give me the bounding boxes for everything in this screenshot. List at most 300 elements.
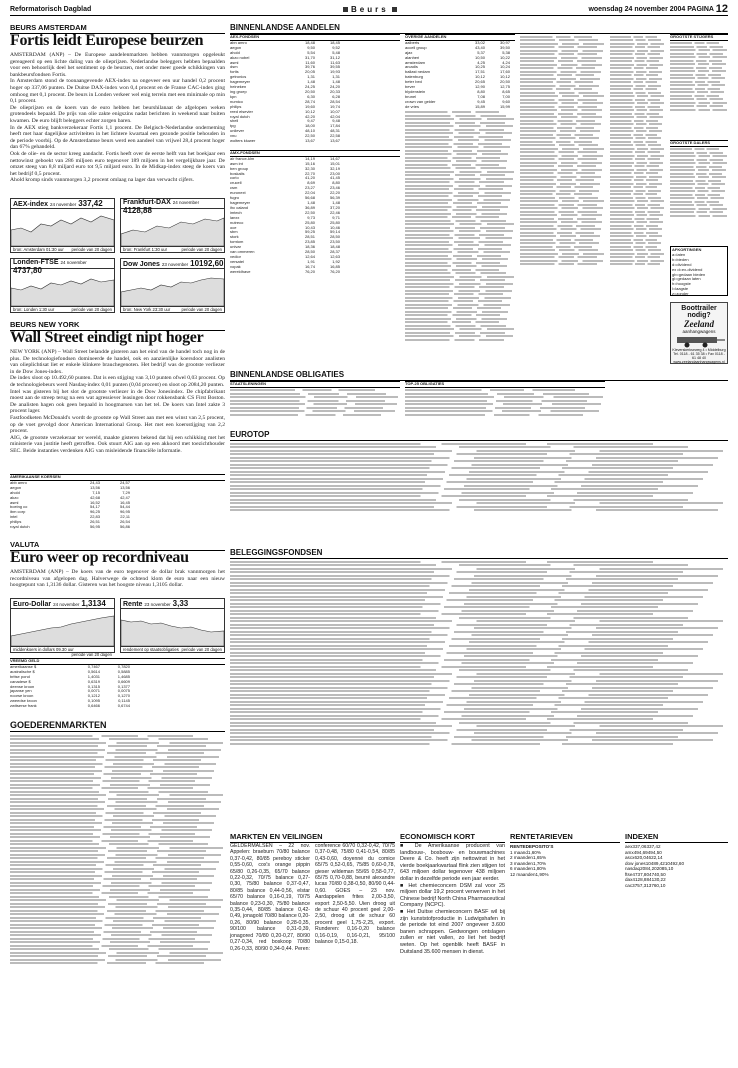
- news-item: ■ Het chemieconcern DSM zal voor 25 miljoen dollar 19,2 procent verwerven in het Chinese bedrijf North China Pharmaceutical Company (NCPC).: [400, 882, 505, 909]
- table-cell: nutreco: [230, 219, 244, 225]
- table-cell: 1,48: [307, 200, 315, 205]
- table-cell: 56,95: [89, 524, 100, 530]
- placeholder-row: [520, 169, 602, 171]
- chart-line-eurodollar: [11, 610, 114, 646]
- chart-footer: bron: Londen 1:30 uur periode van 20 dagen: [13, 307, 112, 312]
- placeholder-row: [610, 53, 660, 55]
- table-amerikaanse-koersen: [10, 474, 225, 532]
- placeholder-row: [405, 251, 510, 253]
- table-cell: cac: [625, 882, 633, 888]
- placeholder-row: [230, 613, 653, 615]
- paragraph: NEW YORK (ANP) – Wall Street belandde gisteren aan het eind van de handel toch nog in de plus. De technologiefondsen domineerde de handel, ook en aanzienlijke koersdoor analisten van olieplichtisat liet er enkele klinkere brauchegenoten. Het bedrijf was de grootste verliezer in de Dow Jones-index.: [10, 349, 225, 375]
- placeholder-row: [520, 221, 602, 223]
- placeholder-row: [520, 218, 596, 220]
- placeholder-row: [405, 234, 504, 236]
- placeholder-row: [230, 443, 653, 445]
- placeholder-row: [10, 833, 195, 835]
- table-cell: 1,4685: [117, 673, 130, 679]
- table-cell: 9,60: [502, 98, 510, 104]
- placeholder-row: [405, 325, 506, 327]
- table-cell: 0,0071: [87, 688, 100, 694]
- table-cell: 10,50: [474, 54, 485, 60]
- table-cell: 18,36: [304, 244, 315, 250]
- placeholder-row: [520, 71, 601, 73]
- table-cell: 41,45: [329, 175, 340, 181]
- placeholder-row: [405, 283, 513, 285]
- placeholder-row: [670, 194, 720, 196]
- placeholder-row: [10, 955, 206, 957]
- placeholder-row: [610, 148, 664, 150]
- table-cell: 41,20: [304, 175, 315, 181]
- table-cell: 15,89: [474, 103, 485, 109]
- table-cell: 25,80: [329, 219, 340, 225]
- placeholder-row: [520, 148, 604, 150]
- table-body: [10, 665, 225, 709]
- placeholder-row: [405, 178, 513, 180]
- table-cell: 5,38: [502, 49, 510, 55]
- placeholder-row: [610, 246, 657, 248]
- placeholder-row: [520, 43, 604, 45]
- table-overige-aandelen-2: [520, 34, 605, 364]
- placeholder-row: [670, 180, 721, 182]
- placeholder-row: [10, 847, 223, 849]
- table-cell: 10,12: [304, 108, 315, 114]
- table-cell: zweedse kroon: [10, 698, 37, 704]
- table-title: TOP-25 OBLIGATIES: [405, 381, 605, 388]
- abbreviation: z=zonder: [672, 291, 689, 297]
- placeholder-row: [405, 262, 500, 264]
- placeholder-row: [230, 683, 678, 685]
- table-cell: australische $: [10, 668, 35, 674]
- table-cell: 39,76: [304, 64, 315, 70]
- placeholder-row: [405, 136, 503, 138]
- table-cell: 96,95: [119, 509, 130, 515]
- placeholder-row: [520, 81, 593, 83]
- placeholder-row: [230, 571, 683, 573]
- placeholder-row: [230, 485, 698, 487]
- placeholder-row: [610, 123, 662, 125]
- ad-website[interactable]: www.zeelandaanhangwagens.nl: [673, 360, 725, 364]
- placeholder-row: [520, 242, 599, 244]
- table-cell: ballast nedam: [405, 69, 430, 75]
- headline-valuta: Euro weer op recordniveau: [10, 549, 189, 566]
- table-cell: 10,12: [499, 74, 510, 80]
- table-title: GROOTSTE STIJGERS: [670, 34, 728, 41]
- table-indexen: [625, 844, 728, 944]
- placeholder-row: [610, 39, 661, 41]
- placeholder-row: [610, 95, 664, 97]
- table-cell: 12,63: [329, 253, 340, 259]
- placeholder-row: [670, 190, 725, 192]
- table-cell: abb amro: [10, 479, 27, 485]
- placeholder-row: [405, 276, 514, 278]
- paper-name: Reformatorisch Dagblad: [10, 6, 92, 13]
- abbreviation: l=laagste: [672, 286, 689, 292]
- table-title: VREEMD GELD: [10, 658, 225, 665]
- placeholder-row: [610, 228, 662, 230]
- placeholder-row: [405, 118, 514, 120]
- table-cell: 23,00: [329, 170, 340, 176]
- placeholder-row: [10, 805, 204, 807]
- section-goederenmarkten: GOEDERENMARKTEN: [10, 720, 225, 732]
- placeholder-row: [610, 92, 661, 94]
- placeholder-row: [610, 113, 659, 115]
- table-cell: batenburg: [405, 74, 424, 80]
- table-cell: 30,97: [499, 39, 510, 45]
- table-cell: 33,02: [474, 39, 485, 45]
- page-date: woensdag 24 november 2004 PAGINA: [588, 6, 714, 13]
- placeholder-row: [230, 582, 713, 584]
- table-cell: blydenstein: [405, 88, 426, 94]
- placeholder-row: [520, 144, 598, 146]
- placeholder-row: [230, 743, 673, 745]
- section-binnenlandse-obligaties: BINNENLANDSE OBLIGATIES: [230, 370, 728, 381]
- placeholder-row: [405, 223, 514, 225]
- placeholder-row: [670, 183, 725, 185]
- bullet-icon: ■: [400, 882, 409, 889]
- table-filler: [520, 36, 605, 266]
- table-cell: 28,50: [329, 234, 340, 240]
- placeholder-row: [520, 57, 602, 59]
- news-item: ■ Het Duitse chemieconcern BASF wil bij zijn kunststofproductie in Ludwigshafen in de periode tot eind 2007 ongeveer 3.600 banen schrappen. Gedwongen ontslagen zullen er niet vallen, zo liet het bedrijf weten. Op het ogenblik heeft BASF in Duitsland 35.600 mensen in dienst.: [400, 908, 505, 955]
- placeholder-row: [230, 739, 713, 741]
- table-cell: 24,20: [329, 84, 340, 90]
- placeholder-row: [520, 102, 603, 104]
- placeholder-row: [10, 798, 206, 800]
- table-cell: csm: [230, 185, 238, 191]
- placeholder-row: [230, 697, 668, 699]
- placeholder-row: [10, 770, 214, 772]
- table-cell: 28,37: [329, 249, 340, 255]
- table-cell: britse pond: [10, 673, 30, 679]
- placeholder-row: [610, 50, 664, 52]
- abbreviation: gl=gedaan laten: [672, 276, 701, 282]
- placeholder-row: [230, 641, 708, 643]
- table-cell: heineken: [230, 84, 247, 90]
- table-cell: 1,70%: [533, 860, 547, 866]
- placeholder-row: [10, 773, 197, 775]
- placeholder-row: [230, 450, 723, 452]
- placeholder-row: [610, 116, 663, 118]
- placeholder-row: [10, 945, 193, 947]
- placeholder-row: [230, 673, 723, 675]
- page-number: 12: [715, 3, 728, 15]
- paragraph: De olieprijzen en de koers van de euro hebben het beurshilanaat de afgelopen weken grotendeels bepaald. De prijs van olie zakte enigszins nadat berichten in weekend naar buiten kwamen. De euro blijft beleggers echter zorgen baren.: [10, 104, 225, 124]
- table-body: [10, 481, 225, 530]
- table-cell: 0,1377: [117, 683, 130, 689]
- placeholder-row: [230, 474, 668, 476]
- chart-title: Rente 23 november 3,33: [121, 599, 224, 609]
- table-overige-aandelen: [405, 34, 515, 364]
- table-cell: 12,64: [304, 253, 315, 259]
- placeholder-row: [610, 144, 661, 146]
- placeholder-row: [670, 105, 723, 107]
- advertisement-zeeland[interactable]: [670, 302, 728, 364]
- box-afkortingen: [670, 246, 728, 296]
- placeholder-row: [520, 106, 597, 108]
- table-cell: reed elsevier: [230, 108, 253, 114]
- table-cell: 59,25: [304, 229, 315, 235]
- placeholder-row: [230, 561, 653, 563]
- table-cell: numico: [230, 98, 243, 104]
- placeholder-row: [610, 239, 657, 241]
- placeholder-row: [10, 959, 221, 961]
- placeholder-row: [10, 857, 204, 859]
- table-cell: alanheri: [405, 54, 420, 60]
- table-cell: 10492,60: [664, 860, 685, 866]
- placeholder-row: [230, 690, 673, 692]
- placeholder-row: [405, 125, 513, 127]
- table-cell: fugro: [230, 195, 240, 201]
- table-cell: ahold: [10, 489, 20, 495]
- placeholder-row: [230, 410, 395, 412]
- placeholder-row: [10, 861, 219, 863]
- table-cell: 5,48: [332, 49, 340, 55]
- placeholder-row: [230, 718, 653, 720]
- placeholder-row: [10, 864, 201, 866]
- table-cell: 3757,31: [632, 882, 649, 888]
- placeholder-row: [405, 143, 502, 145]
- placeholder-row: [405, 227, 505, 229]
- placeholder-row: [520, 60, 596, 62]
- placeholder-row: [520, 214, 602, 216]
- placeholder-row: [405, 293, 503, 295]
- placeholder-row: [520, 39, 598, 41]
- placeholder-row: [610, 221, 663, 223]
- table-cell: vopak: [230, 263, 241, 269]
- placeholder-row: [10, 840, 193, 842]
- table-cell: stork: [230, 234, 239, 240]
- table-cell: asml: [230, 59, 239, 65]
- placeholder-row: [610, 137, 661, 139]
- table-cell: 20,65: [474, 79, 485, 85]
- placeholder-row: [10, 868, 216, 870]
- table-cell: ihc caland: [230, 204, 249, 210]
- placeholder-row: [10, 836, 210, 838]
- chart-line-dax: [121, 210, 224, 246]
- table-aex-fondsen: [230, 34, 400, 364]
- table-cell: 0,5614: [87, 668, 100, 674]
- placeholder-row: [520, 235, 600, 237]
- table-cell: 42,68: [89, 494, 100, 500]
- placeholder-row: [10, 791, 208, 793]
- table-cell: 13,67: [304, 138, 315, 144]
- section-economisch-kort: ECONOMISCH KORT: [400, 832, 505, 843]
- table-cell: van ommeren: [230, 249, 255, 255]
- placeholder-row: [230, 585, 673, 587]
- placeholder-row: [230, 457, 718, 459]
- placeholder-row: [610, 249, 661, 251]
- table-body: [510, 850, 620, 878]
- placeholder-row: [230, 617, 688, 619]
- table-cell: 0,5885: [117, 668, 130, 674]
- placeholder-row: [10, 931, 197, 933]
- table-title: AFKORTINGEN: [672, 247, 702, 252]
- table-cell: 43,40: [474, 44, 485, 50]
- paragraph: Ahold kromp sinds vannmorgen 3,2 procent omlaag na lager dan verwacht cijfers.: [10, 177, 194, 184]
- placeholder-row: [520, 78, 600, 80]
- placeholder-row: [10, 924, 199, 926]
- placeholder-row: [230, 680, 718, 682]
- table-cell: dsm: [230, 64, 238, 70]
- placeholder-row: [405, 407, 585, 409]
- placeholder-row: [10, 952, 223, 954]
- table-cell: 56,86: [119, 524, 130, 530]
- placeholder-row: [520, 141, 592, 143]
- placeholder-row: [610, 211, 660, 213]
- table-cell: 13,67: [329, 138, 340, 144]
- placeholder-row: [230, 407, 383, 409]
- placeholder-row: [10, 917, 201, 919]
- placeholder-row: [230, 666, 653, 668]
- placeholder-row: [610, 67, 658, 69]
- table-cell: 20,50: [304, 88, 315, 94]
- placeholder-row: [405, 272, 506, 274]
- placeholder-row: [405, 403, 601, 405]
- table-title: STAATSLENINGEN: [230, 381, 400, 388]
- table-cell: beter bed: [405, 79, 422, 85]
- placeholder-row: [405, 335, 513, 337]
- chart-dowjones: [120, 258, 225, 313]
- table-cell: 0,7467: [87, 663, 100, 669]
- placeholder-row: [520, 204, 597, 206]
- table-cell: 9,47: [307, 118, 315, 124]
- table-cell: 6,28: [332, 93, 340, 99]
- placeholder-row: [230, 467, 673, 469]
- placeholder-row: [230, 464, 713, 466]
- paragraph: AMSTERDAM (ANP) – De Europese aandelenmarkten hebben vannmorgen opgeleukt gereageerd op een lichte daling van de olieprijzen. Nederlandse beleggers hebben bepaalden voor een behoorlijk deel het sentiment op de beurzen, met onder meer goede schikkingen van bankbeursfondsen Fortis.: [10, 52, 225, 78]
- placeholder-row: [10, 871, 199, 873]
- placeholder-row: [610, 179, 658, 181]
- placeholder-row: [230, 396, 398, 398]
- table-cell: hagemeyer: [230, 200, 251, 205]
- placeholder-row: [670, 173, 722, 175]
- table-cell: 1,80%: [533, 866, 547, 871]
- placeholder-row: [520, 130, 600, 132]
- placeholder-row: [10, 854, 221, 856]
- placeholder-row: [230, 722, 688, 724]
- paragraph: In de AEX stieg bankverzekeraar Fortis 1,1 procent. De Belgisch-Nederlandse onderneming heeft met haar dagelijkse activiteiten in het lichtere kwartaal een gezonde positie behouden in de periode voorbij. Op de Amsterdamse beurs werd een aandeel van vrijwel 28,4 procent hoger dan 67% gehandeld.: [10, 124, 225, 151]
- placeholder-row: [670, 211, 723, 213]
- article-valuta: [10, 569, 225, 594]
- placeholder-row: [610, 78, 662, 80]
- placeholder-row: [230, 620, 723, 622]
- placeholder-row: [230, 471, 708, 473]
- placeholder-row: [610, 172, 658, 174]
- placeholder-row: [230, 659, 658, 661]
- placeholder-row: [10, 913, 219, 915]
- placeholder-row: [520, 127, 594, 129]
- table-cell: 12 maanden: [510, 871, 536, 877]
- table-cell: 1,60%: [527, 849, 541, 855]
- table-cell: 4,24: [502, 59, 510, 65]
- placeholder-row: [670, 95, 719, 97]
- table-cell: 22,50: [304, 133, 315, 139]
- placeholder-row: [405, 258, 508, 260]
- article-economisch-kort: [400, 843, 505, 1063]
- placeholder-row: [610, 120, 658, 122]
- placeholder-row: [610, 263, 660, 265]
- placeholder-row: [670, 63, 726, 65]
- table-row: [405, 105, 515, 110]
- table-cell: 10489,42: [645, 860, 665, 866]
- placeholder-row: [230, 499, 688, 501]
- placeholder-row: [670, 148, 719, 150]
- placeholder-row: [10, 784, 210, 786]
- chart-footer: rendement op staatsobligaties periode van 20 dagen: [123, 647, 222, 652]
- section-kicker-newyork: BEURS NEW YORK: [10, 320, 225, 331]
- placeholder-row: [10, 896, 208, 898]
- placeholder-row: [405, 206, 508, 208]
- table-cell: 23,50: [329, 239, 340, 245]
- table-cell: wolters kluwer: [230, 138, 256, 144]
- table-cell: 2084,20: [640, 866, 657, 871]
- placeholder-row: [610, 232, 658, 234]
- placeholder-row: [670, 187, 720, 189]
- placeholder-row: [405, 396, 603, 398]
- placeholder-row: [670, 197, 724, 199]
- table-cell: japanse yen: [10, 688, 32, 694]
- table-cell: getronics: [230, 74, 247, 80]
- table-cell: 622,14: [648, 855, 663, 860]
- placeholder-row: [10, 927, 214, 929]
- table-cell: 42,47: [119, 494, 130, 500]
- placeholder-row: [610, 225, 658, 227]
- table-cell: asml: [10, 499, 19, 505]
- placeholder-row: [610, 190, 661, 192]
- bullet-icon: ■: [400, 843, 415, 849]
- chart-eurodollar: [10, 598, 115, 657]
- placeholder-row: [405, 307, 501, 309]
- table-filler: [670, 42, 728, 111]
- placeholder-row: [10, 934, 212, 936]
- placeholder-row: [405, 332, 505, 334]
- chart-footer: bron: New York 23:30 uur periode van 20 dagen: [123, 307, 222, 312]
- table-cell: 1,91: [307, 258, 315, 264]
- ad-brand: Zeeland: [684, 319, 714, 329]
- placeholder-row: [520, 228, 601, 230]
- placeholder-row: [520, 193, 592, 195]
- placeholder-row: [10, 903, 206, 905]
- table-filler: [230, 561, 728, 745]
- chart-title: Euro-Dollar 24 november 1,3134: [11, 599, 114, 609]
- table-cell: amerikaanse $: [10, 663, 37, 669]
- placeholder-row: [405, 286, 504, 288]
- table-cell: unilever: [230, 128, 245, 134]
- chart-rente: [120, 598, 225, 653]
- table-cell: royal dutch: [10, 524, 30, 530]
- placeholder-row: [230, 603, 698, 605]
- table-title: GROOTSTE DALERS: [670, 140, 728, 147]
- placeholder-row: [405, 255, 501, 257]
- placeholder-row: [405, 220, 506, 222]
- table-cell: 0,1145: [118, 698, 130, 704]
- table-grootste-stijgers: [670, 34, 728, 134]
- placeholder-row: [610, 71, 662, 73]
- table-cell: asm int: [230, 160, 243, 166]
- table-cell: 12,75: [499, 84, 510, 90]
- table-cell: 22,70: [304, 170, 315, 176]
- chart-line-ftse: [11, 270, 114, 306]
- placeholder-row: [10, 801, 221, 803]
- placeholder-row: [10, 787, 193, 789]
- placeholder-row: [10, 850, 206, 852]
- table-cell: 10,22: [499, 54, 510, 60]
- table-cell: 0,1095: [87, 698, 100, 704]
- table-goederenmarkten: [10, 733, 225, 1063]
- section-indexen: INDEXEN: [625, 832, 728, 843]
- placeholder-row: [405, 244, 511, 246]
